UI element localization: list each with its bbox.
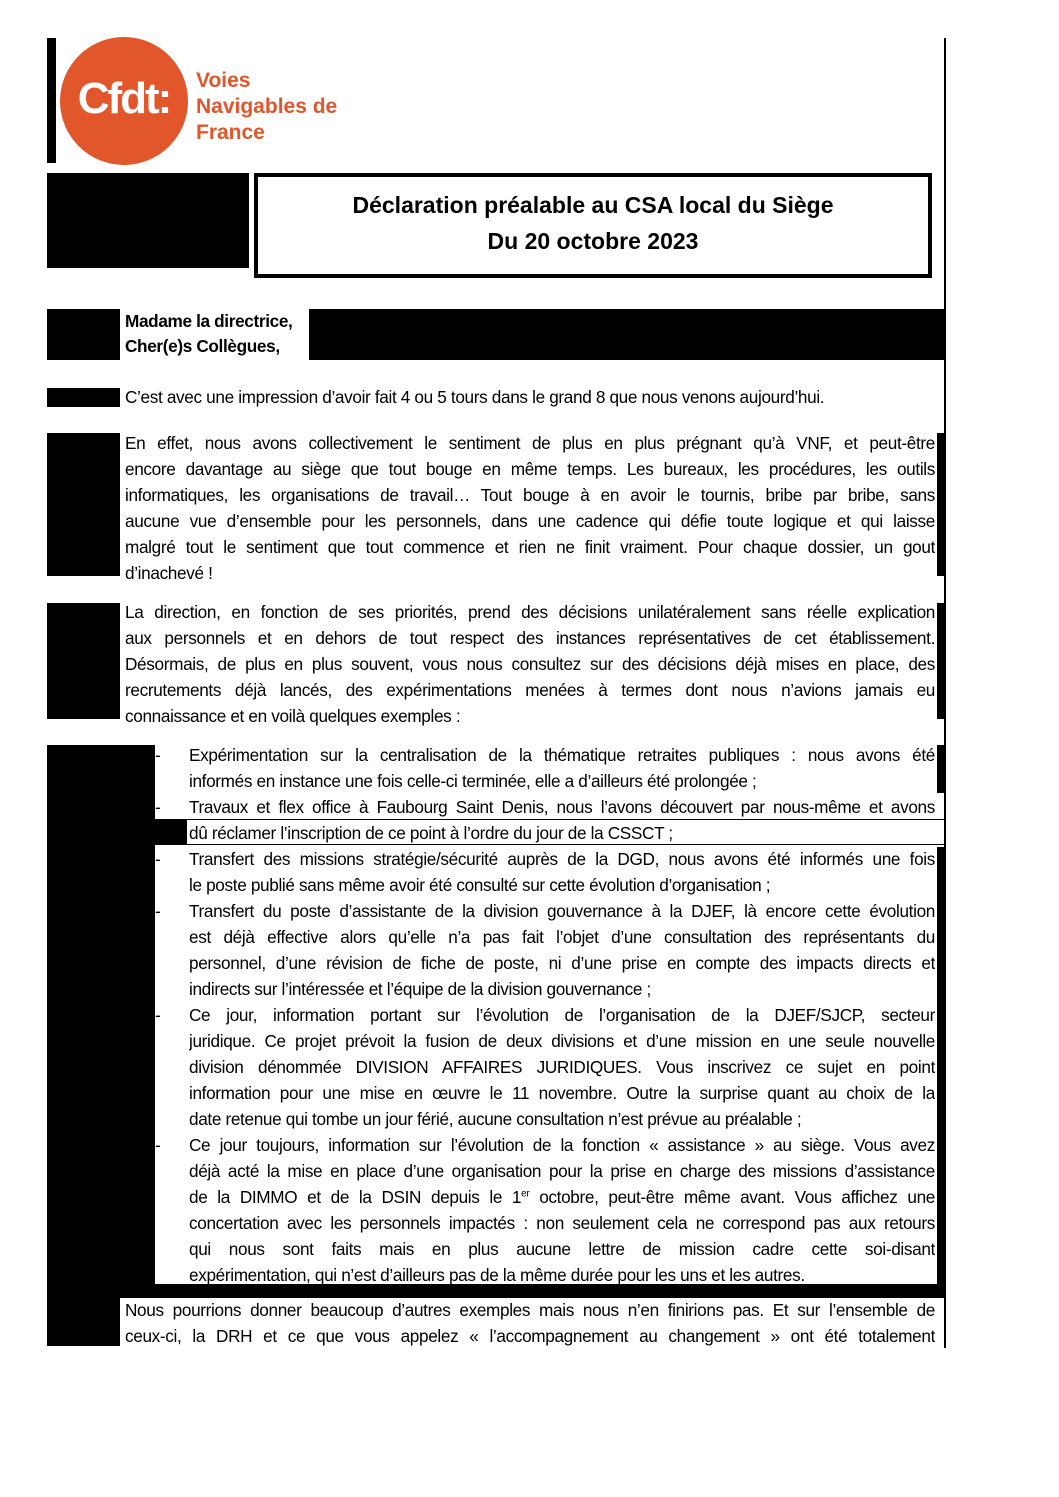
redaction-block-b3-right [937, 847, 945, 897]
title-box [254, 173, 932, 278]
bullet-line: informés en instance une fois celle-ci terminée, elle a d’ailleurs été prolongée ; [189, 771, 757, 791]
bullet-line: date retenue qui tombe un jour férié, aucune consultation n’est prévue au préalable ; [189, 1109, 802, 1129]
org-name-line-1: Voies [196, 69, 251, 92]
bullet-marker: - [155, 901, 161, 921]
bullet-item-4 [155, 898, 935, 1002]
bullet-line: dû réclamer l’inscription de ce point à l’ordre du jour de la CSSCT ; [189, 823, 673, 843]
bullet-line: Transfert des missions stratégie/sécurité auprès de la DGD, nous avons été informés une fois [189, 849, 935, 869]
bullet-item-3 [155, 846, 935, 898]
bullet-line: le poste publié sans même avoir été consulté sur cette évolution d’organisation ; [189, 875, 771, 895]
bullet-line: information pour une mise en œuvre le 11 novembre. Outre la surprise quant au choix de la [189, 1083, 935, 1103]
bullet-line: Ce jour toujours, information sur l’évolution de la fonction « assistance » au siège. Vous avez [189, 1135, 935, 1155]
ordinal-superscript: er [521, 1188, 530, 1200]
org-name [196, 68, 337, 146]
bullet-list [155, 742, 935, 1288]
redaction-block-list-left [47, 745, 155, 1295]
logo-left-bar [47, 38, 56, 163]
bullet-item-1 [155, 742, 935, 794]
paragraph-line: connaissance et en voilà quelques exemples : [125, 706, 461, 726]
redaction-block-p2-left [47, 433, 120, 576]
bullet-line: est déjà effective alors qu’elle n’a pas fait l’objet d’une consultation des représentants du [189, 927, 935, 947]
document-date: Du 20 octobre 2023 [487, 228, 699, 254]
paragraph-line: Nous pourrions donner beaucoup d’autres exemples mais nous n’en finirions pas. Et sur l’ensemble de [125, 1300, 935, 1320]
bullet-marker: - [155, 797, 161, 817]
paragraph-line: recrutements déjà lancés, des expérimentations menées à termes dont nous n’avions jamais eu [125, 680, 935, 700]
salutation-line-1: Madame la directrice, [125, 311, 293, 331]
bullet-line: juridique. Ce projet prévoit la fusion de deux divisions et d’une mission en une seule nouvelle [189, 1031, 935, 1051]
redaction-block-p2-right [937, 433, 945, 576]
redaction-block-b1-right [937, 745, 945, 793]
bullet-line: division dénommée DIVISION AFFAIRES JURIDIQUES. Vous inscrivez ce sujet en point [189, 1057, 935, 1077]
bullet-line: qui nous sont faits mais en plus aucune lettre de mission cadre cette soi-disant [189, 1239, 935, 1259]
bullet-marker: - [155, 1005, 161, 1025]
org-name-line-3: France [196, 121, 265, 144]
cfdt-logo-mark: Cfdt: [77, 74, 171, 123]
bullet-line: indirects sur l’intéressée et l’équipe de la division gouvernance ; [189, 979, 651, 999]
paragraph-2 [125, 430, 935, 586]
cfdt-logo [60, 37, 188, 165]
bullet-item-2 [155, 794, 935, 846]
paragraph-line: aucune vue d’ensemble pour les personnels, dans une cadence qui défie toute logique et qui laisse [125, 511, 935, 531]
bullet-item-6 [155, 1132, 935, 1288]
bullet-marker: - [155, 1135, 161, 1155]
paragraph-line: ceux-ci, la DRH et ce que vous appelez « l’accompagnement au changement » ont été totalement [125, 1326, 935, 1346]
paragraph-line: En effet, nous avons collectivement le sentiment de plus en plus prégnant qu’à VNF, et peut-être [125, 433, 935, 453]
redaction-block-list-left-lower [47, 1296, 120, 1346]
redaction-block-p3-left [47, 603, 120, 719]
bullet-line [189, 1184, 935, 1210]
paragraph-line: La direction, en fonction de ses priorités, prend des décisions unilatéralement sans réelle explication [125, 602, 935, 622]
bullet-line: Ce jour, information portant sur l’évolution de l’organisation de la DJEF/SJCP, secteur [189, 1005, 935, 1025]
paragraph-1 [125, 384, 935, 410]
bullet-item-5 [155, 1002, 935, 1132]
paragraph-line: encore davantage au siège que tout bouge en même temps. Les bureaux, les procédures, les outils [125, 459, 935, 479]
bullet-line-start: de la DIMMO et de la DSIN depuis le 1 [189, 1187, 522, 1207]
bullet-line: Transfert du poste d’assistante de la division gouvernance à la DJEF, là encore cette évolution [189, 901, 935, 921]
bullet-line: déjà acté la mise en place d’une organisation pour la prise en charge des missions d’assistance [189, 1161, 935, 1181]
redaction-block-list-right [937, 897, 945, 1297]
paragraph-line: d’inachevé ! [125, 563, 213, 583]
paragraph-line: Désormais, de plus en plus souvent, vous nous consultez sur des décisions déjà mises en place, des [125, 654, 935, 674]
bullet-line-end: octobre, peut-être même avant. Vous affichez une [529, 1187, 935, 1207]
bullet-line: Expérimentation sur la centralisation de la thématique retraites publiques : nous avons été [189, 745, 935, 765]
redaction-block-p3-right [937, 603, 945, 719]
salutation-line-2: Cher(e)s Collègues, [125, 336, 280, 356]
paragraph-line: malgré tout le sentiment que tout commence et rien ne finit vraiment. Pour chaque dossier, un gout [125, 537, 935, 557]
closing-paragraph [125, 1297, 935, 1349]
bullet-marker: - [155, 849, 161, 869]
salutation [120, 309, 309, 360]
bullet-line: personnel, d’une révision de fiche de poste, ni d’une prise en compte des impacts directs et [189, 953, 935, 973]
paragraph-line: C’est avec une impression d’avoir fait 4 ou 5 tours dans le grand 8 que nous venons aujourd’hui. [125, 387, 825, 407]
bullet-line: expérimentation, qui n’est d’ailleurs pas de la même durée pour les uns et les autres. [189, 1265, 805, 1285]
bullet-marker: - [155, 745, 161, 765]
paragraph-3 [125, 599, 935, 729]
redaction-block-title-left [47, 173, 249, 268]
document-title: Déclaration préalable au CSA local du Siège [352, 192, 834, 218]
redaction-block-p1 [47, 388, 120, 407]
paragraph-line: informatiques, les organisations de travail… Tout bouge à en avoir le tournis, bribe par bribe, sans [125, 485, 935, 505]
paragraph-line: aux personnels et en dehors de tout respect des instances représentatives de cet établissement. [125, 628, 935, 648]
org-name-line-2: Navigables de [196, 95, 338, 118]
bullet-line: Travaux et flex office à Faubourg Saint Denis, nous l’avons découvert par nous-même et avons [189, 797, 935, 817]
bullet-line: concertation avec les personnels impactés : non seulement cela ne correspond pas aux retours [189, 1213, 935, 1233]
